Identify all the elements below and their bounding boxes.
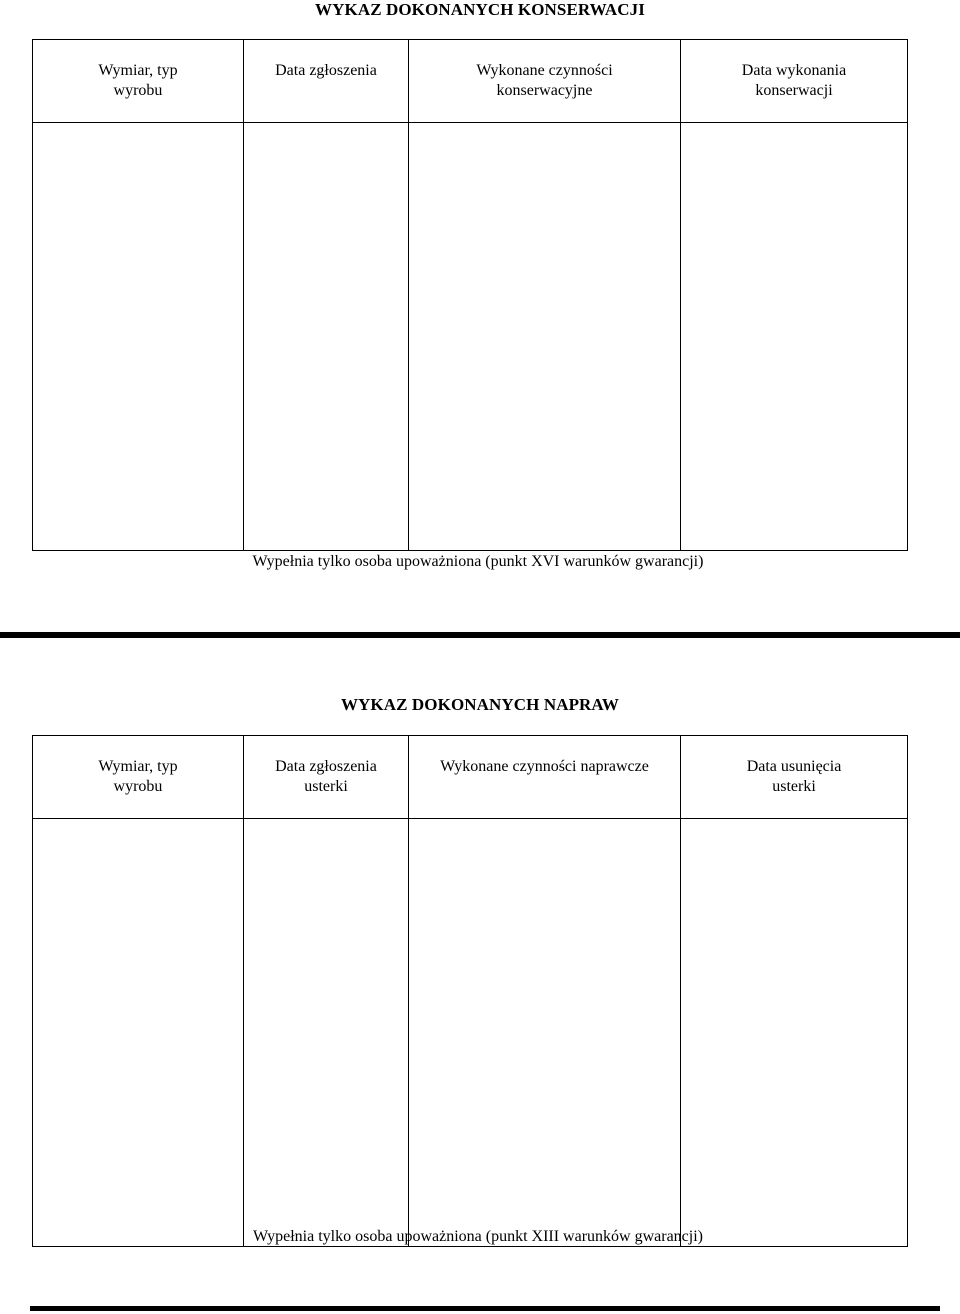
header-line: usterki — [772, 778, 816, 795]
repairs-cell-actions[interactable] — [409, 819, 681, 1247]
header-line: usterki — [304, 778, 348, 795]
header-line: Data usunięcia — [746, 758, 842, 775]
header-line: Wymiar, typ — [98, 758, 178, 775]
conservation-cell-actions[interactable] — [409, 123, 681, 551]
conservation-header-row — [33, 40, 908, 123]
conservation-cell-dimension[interactable] — [33, 123, 244, 551]
conservation-cell-completion-date[interactable] — [681, 123, 908, 551]
header-line: wyrobu — [113, 778, 163, 795]
header-line: Data zgłoszenia — [275, 758, 377, 775]
repairs-col-removal-date — [681, 736, 908, 819]
repairs-col-actions — [409, 736, 681, 819]
header-line: Wykonane czynności — [476, 62, 613, 79]
bottom-divider — [30, 1306, 940, 1311]
repairs-entry-row — [33, 819, 908, 1247]
repairs-cell-report-date[interactable] — [244, 819, 409, 1247]
repairs-col-report-date — [244, 736, 409, 819]
header-line: Data wykonania — [741, 62, 847, 79]
header-line: Wykonane czynności naprawcze — [440, 758, 649, 775]
conservation-col-dimension — [33, 40, 244, 123]
repairs-col-dimension — [33, 736, 244, 819]
repairs-table — [32, 735, 908, 1247]
header-line: konserwacyjne — [496, 82, 593, 99]
conservation-col-actions — [409, 40, 681, 123]
conservation-title: WYKAZ DOKONANYCH KONSERWACJI — [315, 0, 645, 19]
header-line: Data zgłoszenia — [275, 62, 377, 79]
repairs-cell-dimension[interactable] — [33, 819, 244, 1247]
header-line: Wymiar, typ — [98, 62, 178, 79]
conservation-col-completion-date — [681, 40, 908, 123]
header-line: wyrobu — [113, 82, 163, 99]
header-line: konserwacji — [755, 82, 833, 99]
section-divider — [0, 632, 960, 638]
repairs-header-row — [33, 736, 908, 819]
repairs-cell-removal-date[interactable] — [681, 819, 908, 1247]
conservation-col-report-date — [244, 40, 409, 123]
conservation-entry-row — [33, 123, 908, 551]
conservation-footnote: Wypełnia tylko osoba upoważniona (punkt XVI warunków gwarancji) — [252, 553, 704, 570]
conservation-cell-report-date[interactable] — [244, 123, 409, 551]
repairs-footnote: Wypełnia tylko osoba upoważniona (punkt XIII warunków gwarancji) — [252, 1228, 703, 1245]
repairs-title: WYKAZ DOKONANYCH NAPRAW — [340, 695, 620, 714]
conservation-table — [32, 39, 908, 551]
